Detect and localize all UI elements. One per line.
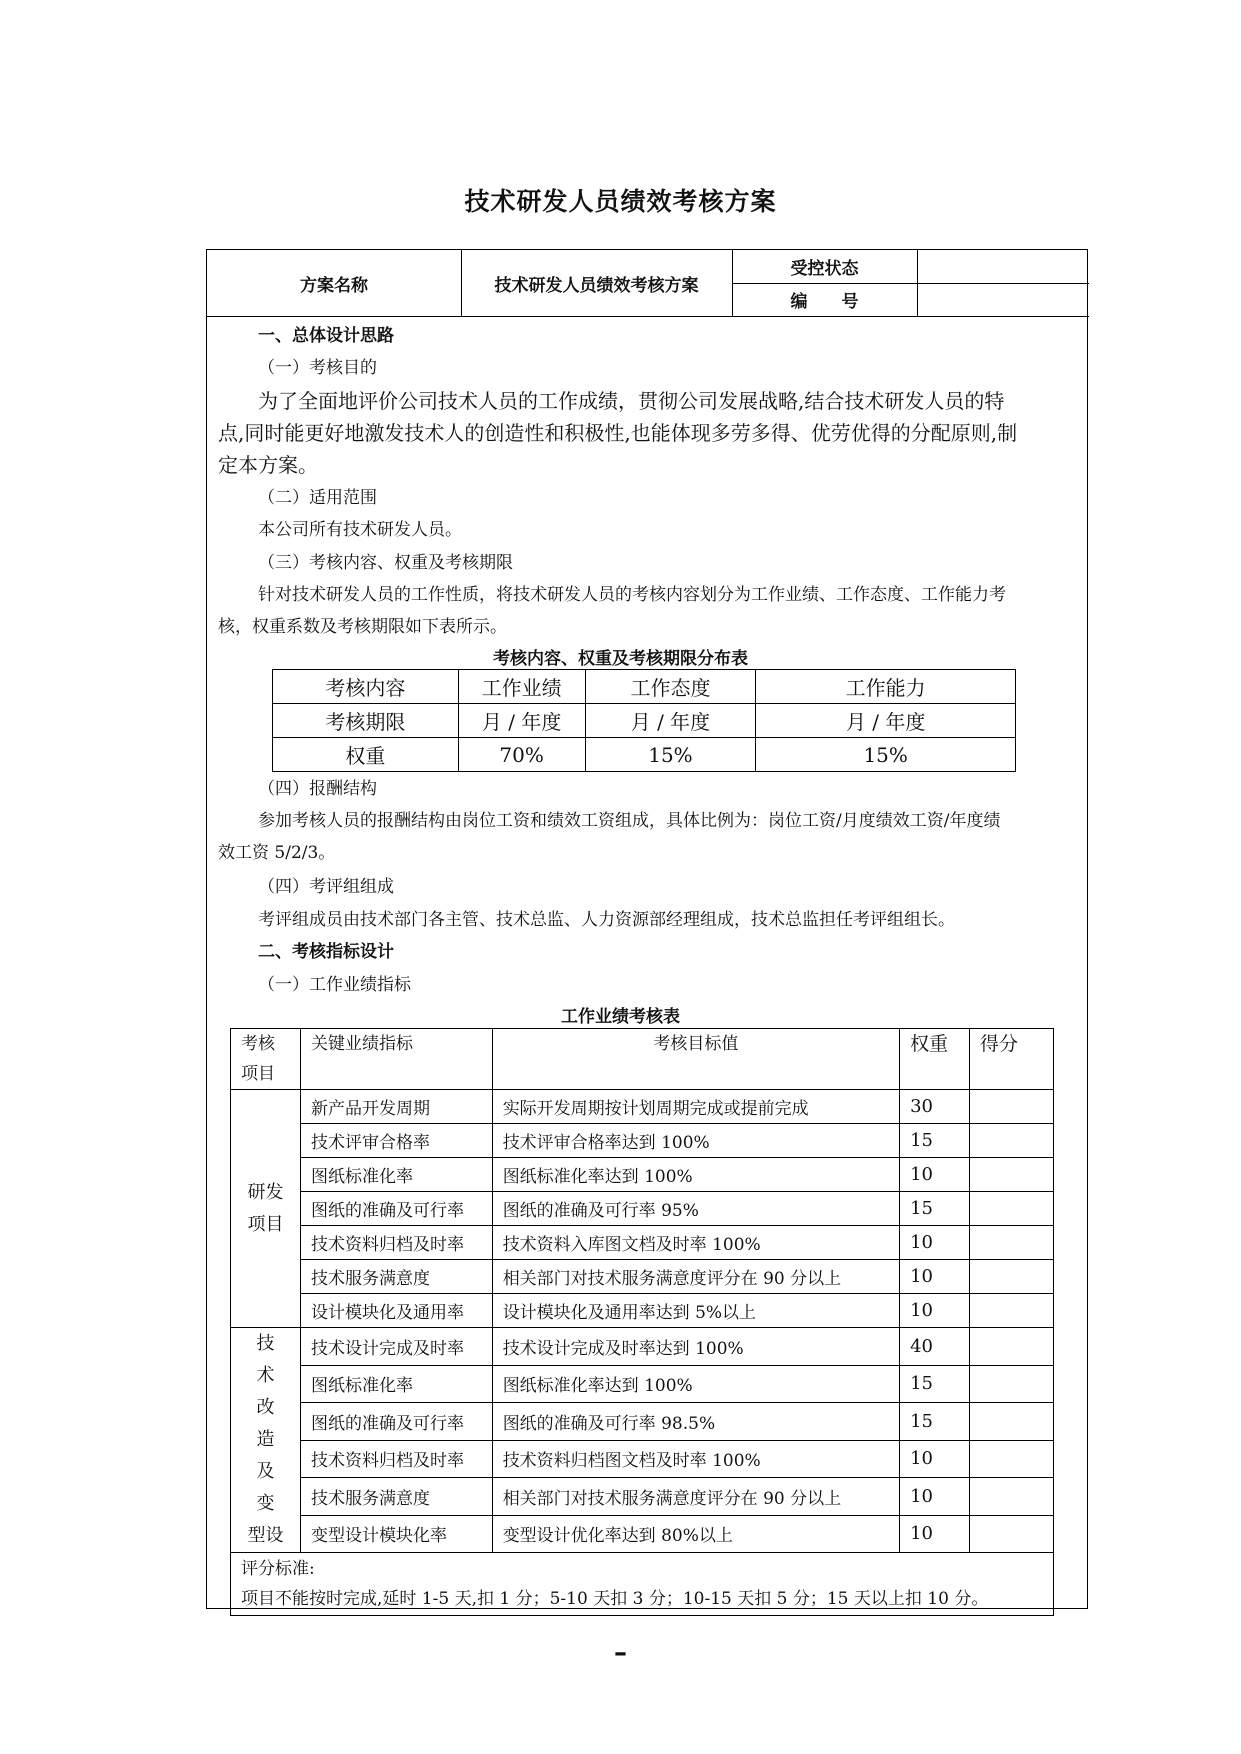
table-caption: 工作业绩考核表 bbox=[561, 1007, 680, 1027]
table-row bbox=[231, 1365, 1054, 1403]
weight-cell: 10 bbox=[900, 1515, 970, 1553]
weight-cell: 10 bbox=[900, 1294, 970, 1328]
table-row bbox=[231, 1090, 1054, 1124]
table-row bbox=[231, 1403, 1054, 1441]
table-row bbox=[231, 1294, 1054, 1328]
divider bbox=[732, 283, 1089, 284]
table-row bbox=[231, 1328, 1054, 1366]
weight-cell: 15 bbox=[900, 1124, 970, 1158]
subsection-title: （一）工作业绩指标 bbox=[258, 975, 411, 995]
table-row bbox=[231, 1260, 1054, 1294]
table-caption: 考核内容、权重及考核期限分布表 bbox=[493, 649, 748, 669]
table-cell: 70% bbox=[458, 738, 585, 772]
target-cell: 变型设计优化率达到 80%以上 bbox=[492, 1515, 899, 1553]
scoring-standard-body: 项目不能按时完成,延时 1-5 天,扣 1 分；5-10 天扣 3 分；10-15 天扣 5 分；15 天以上扣 10 分。 bbox=[241, 1589, 989, 1609]
score-cell[interactable] bbox=[970, 1226, 1054, 1260]
category-cell: 技 术 改 造 及 变 型设 bbox=[231, 1328, 301, 1553]
table-cell: 工作能力 bbox=[756, 670, 1016, 704]
target-cell: 图纸标准化率达到 100% bbox=[492, 1365, 899, 1403]
target-cell: 技术资料入库图文档及时率 100% bbox=[492, 1226, 899, 1260]
score-cell[interactable] bbox=[970, 1090, 1054, 1124]
paragraph-line: 核，权重系数及考核期限如下表所示。 bbox=[218, 617, 507, 637]
category-cell: 研发 项目 bbox=[231, 1090, 301, 1328]
table-cell: 工作态度 bbox=[585, 670, 756, 704]
target-cell: 图纸的准确及可行率 98.5% bbox=[492, 1403, 899, 1441]
table-cell: 月 / 年度 bbox=[458, 704, 585, 738]
table-row bbox=[231, 1440, 1054, 1478]
table-cell: 月 / 年度 bbox=[585, 704, 756, 738]
indicator-cell: 图纸的准确及可行率 bbox=[300, 1192, 492, 1226]
indicator-cell: 技术资料归档及时率 bbox=[300, 1440, 492, 1478]
subsection-title: （四）考评组组成 bbox=[258, 877, 394, 897]
control-status-label: 受控状态 bbox=[790, 259, 859, 279]
table-row bbox=[273, 670, 1016, 704]
table-cell: 考核期限 bbox=[273, 704, 459, 738]
scoring-standard bbox=[231, 1553, 1054, 1616]
indicator-cell: 图纸标准化率 bbox=[300, 1158, 492, 1192]
number-value[interactable] bbox=[917, 283, 1089, 316]
plan-name-value: 技术研发人员绩效考核方案 bbox=[494, 275, 699, 296]
indicator-cell: 技术评审合格率 bbox=[300, 1124, 492, 1158]
target-cell: 技术评审合格率达到 100% bbox=[492, 1124, 899, 1158]
section-heading: 一、总体设计思路 bbox=[258, 326, 394, 346]
table-cell: 权重 bbox=[273, 738, 459, 772]
score-cell[interactable] bbox=[970, 1478, 1054, 1516]
target-cell: 相关部门对技术服务满意度评分在 90 分以上 bbox=[492, 1478, 899, 1516]
indicator-cell: 技术资料归档及时率 bbox=[300, 1226, 492, 1260]
weight-cell: 10 bbox=[900, 1158, 970, 1192]
section-heading: 二、考核指标设计 bbox=[258, 942, 394, 962]
table-cell: 考核内容 bbox=[273, 670, 459, 704]
table-footer-row bbox=[231, 1553, 1054, 1616]
table-cell: 工作业绩 bbox=[458, 670, 585, 704]
weight-cell: 40 bbox=[900, 1328, 970, 1366]
table-row bbox=[231, 1158, 1054, 1192]
number-label: 编 号 bbox=[790, 292, 859, 312]
score-cell[interactable] bbox=[970, 1365, 1054, 1403]
weight-cell: 10 bbox=[900, 1478, 970, 1516]
control-status-value[interactable] bbox=[917, 250, 1089, 283]
indicator-cell: 图纸标准化率 bbox=[300, 1365, 492, 1403]
paragraph-line: 点,同时能更好地激发技术人的创造性和积极性,也能体现多劳多得、优劳优得的分配原则,制 bbox=[218, 421, 1018, 445]
page-marker: – bbox=[614, 1638, 627, 1668]
subsection-title: （三）考核内容、权重及考核期限 bbox=[258, 553, 513, 573]
paragraph-line: 本公司所有技术研发人员。 bbox=[258, 520, 462, 540]
indicator-cell: 技术服务满意度 bbox=[300, 1478, 492, 1516]
scoring-standard-title: 评分标准: bbox=[241, 1559, 315, 1579]
score-cell[interactable] bbox=[970, 1192, 1054, 1226]
paragraph-line: 考评组成员由技术部门各主管、技术总监、人力资源部经理组成，技术总监担任考评组组长。 bbox=[258, 910, 955, 930]
weight-cell: 30 bbox=[900, 1090, 970, 1124]
paragraph-line: 为了全面地评价公司技术人员的工作成绩，贯彻公司发展战略,结合技术研发人员的特 bbox=[258, 389, 1005, 413]
score-cell[interactable] bbox=[970, 1294, 1054, 1328]
divider bbox=[461, 250, 462, 316]
table-row bbox=[231, 1515, 1054, 1553]
table-header-row bbox=[231, 1029, 1054, 1090]
table-row bbox=[231, 1124, 1054, 1158]
score-cell[interactable] bbox=[970, 1124, 1054, 1158]
score-cell[interactable] bbox=[970, 1328, 1054, 1366]
table-cell: 15% bbox=[756, 738, 1016, 772]
table-row bbox=[273, 704, 1016, 738]
indicator-cell: 设计模块化及通用率 bbox=[300, 1294, 492, 1328]
indicator-cell: 变型设计模块化率 bbox=[300, 1515, 492, 1553]
weight-cell: 15 bbox=[900, 1365, 970, 1403]
table-row bbox=[231, 1192, 1054, 1226]
subsection-title: （四）报酬结构 bbox=[258, 779, 377, 799]
plan-name-label: 方案名称 bbox=[300, 275, 368, 296]
weight-cell: 10 bbox=[900, 1440, 970, 1478]
divider bbox=[207, 316, 1089, 317]
header-weight: 权重 bbox=[900, 1029, 970, 1090]
target-cell: 图纸标准化率达到 100% bbox=[492, 1158, 899, 1192]
header-score: 得分 bbox=[970, 1029, 1054, 1090]
distribution-table bbox=[272, 669, 1016, 772]
indicator-cell: 技术服务满意度 bbox=[300, 1260, 492, 1294]
header-target: 考核目标值 bbox=[492, 1029, 899, 1090]
indicator-cell: 技术设计完成及时率 bbox=[300, 1328, 492, 1366]
indicator-cell: 新产品开发周期 bbox=[300, 1090, 492, 1124]
indicator-cell: 图纸的准确及可行率 bbox=[300, 1403, 492, 1441]
target-cell: 设计模块化及通用率达到 5%以上 bbox=[492, 1294, 899, 1328]
weight-cell: 15 bbox=[900, 1403, 970, 1441]
weight-cell: 10 bbox=[900, 1260, 970, 1294]
weight-cell: 10 bbox=[900, 1226, 970, 1260]
weight-cell: 15 bbox=[900, 1192, 970, 1226]
score-cell[interactable] bbox=[970, 1403, 1054, 1441]
header-category: 考核 项目 bbox=[231, 1029, 301, 1090]
target-cell: 实际开发周期按计划周期完成或提前完成 bbox=[492, 1090, 899, 1124]
score-cell[interactable] bbox=[970, 1260, 1054, 1294]
table-cell: 月 / 年度 bbox=[756, 704, 1016, 738]
subsection-title: （二）适用范围 bbox=[258, 488, 377, 508]
table-row bbox=[231, 1226, 1054, 1260]
table-row bbox=[231, 1478, 1054, 1516]
paragraph-line: 效工资 5/2/3。 bbox=[218, 843, 336, 863]
score-cell[interactable] bbox=[970, 1515, 1054, 1553]
paragraph-line: 参加考核人员的报酬结构由岗位工资和绩效工资组成，具体比例为：岗位工资/月度绩效工资/年度绩 bbox=[258, 811, 1001, 831]
target-cell: 图纸的准确及可行率 95% bbox=[492, 1192, 899, 1226]
page-title: 技术研发人员绩效考核方案 bbox=[464, 187, 777, 216]
score-cell[interactable] bbox=[970, 1440, 1054, 1478]
subsection-title: （一）考核目的 bbox=[258, 358, 377, 378]
table-cell: 15% bbox=[585, 738, 756, 772]
target-cell: 技术设计完成及时率达到 100% bbox=[492, 1328, 899, 1366]
score-cell[interactable] bbox=[970, 1158, 1054, 1192]
paragraph-line: 针对技术研发人员的工作性质，将技术研发人员的考核内容划分为工作业绩、工作态度、工作能力考 bbox=[258, 585, 1006, 605]
table-row bbox=[273, 738, 1016, 772]
target-cell: 相关部门对技术服务满意度评分在 90 分以上 bbox=[492, 1260, 899, 1294]
target-cell: 技术资料归档图文档及时率 100% bbox=[492, 1440, 899, 1478]
performance-table bbox=[230, 1028, 1054, 1616]
header-indicator: 关键业绩指标 bbox=[300, 1029, 492, 1090]
paragraph-line: 定本方案。 bbox=[218, 453, 318, 477]
